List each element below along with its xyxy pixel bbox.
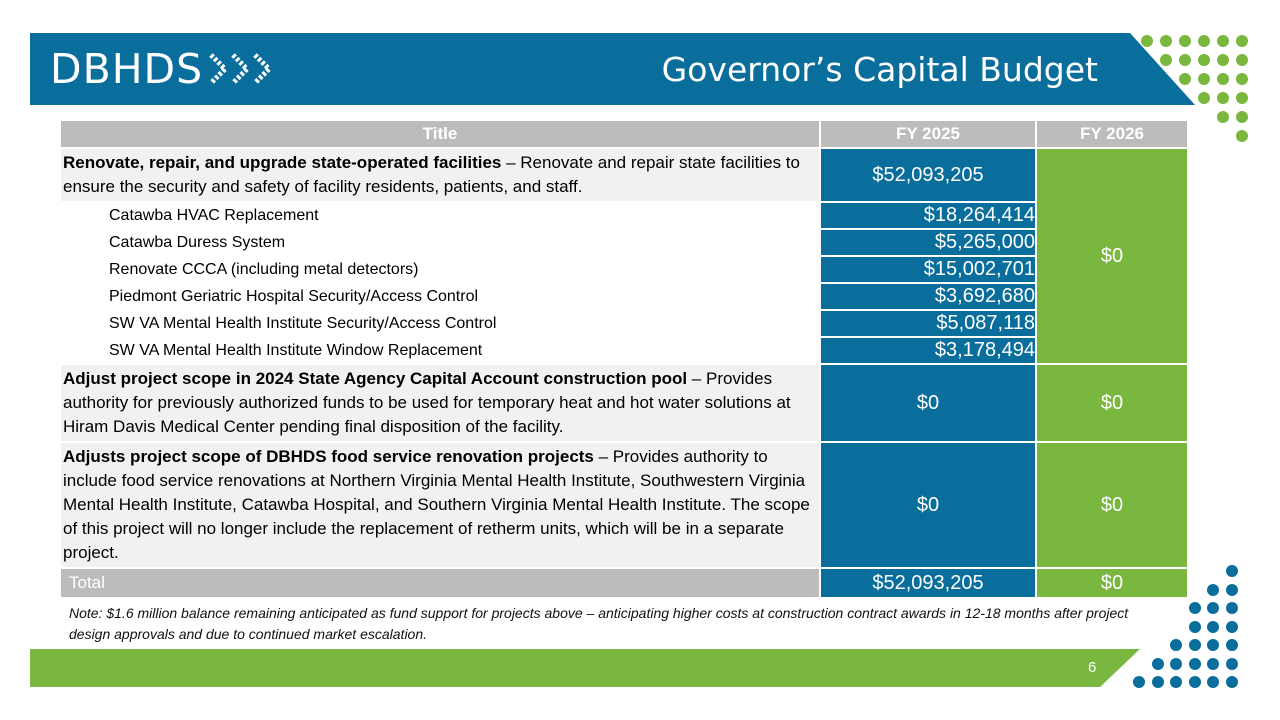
dot — [1207, 639, 1219, 651]
item-fy2025: $15,002,701 — [820, 256, 1036, 283]
dot — [1217, 111, 1229, 123]
section1-fy2025: $52,093,205 — [820, 148, 1036, 202]
dot — [1189, 602, 1201, 614]
dot — [1152, 676, 1164, 688]
section2-title: Adjust project scope in 2024 State Agency Capital Account construction pool — [63, 369, 688, 388]
dot — [1170, 658, 1182, 670]
dot — [1226, 639, 1238, 651]
total-label: Total — [60, 568, 820, 598]
dot — [1226, 565, 1238, 577]
item-label: Catawba HVAC Replacement — [60, 202, 820, 229]
table-row-item — [60, 256, 1188, 283]
table-header-row — [60, 120, 1188, 148]
dot — [1179, 35, 1191, 47]
table-row-item — [60, 202, 1188, 229]
item-fy2025: $5,087,118 — [820, 310, 1036, 337]
dot — [1217, 73, 1229, 85]
section1-description — [60, 148, 820, 202]
dot — [1207, 584, 1219, 596]
dot — [1217, 92, 1229, 104]
dot — [1226, 621, 1238, 633]
header-fy2025: FY 2025 — [820, 120, 1036, 148]
dot — [1198, 35, 1210, 47]
dot — [1160, 35, 1172, 47]
item-label: Renovate CCCA (including metal detectors) — [60, 256, 820, 283]
dot — [1217, 35, 1229, 47]
section3-fy2025: $0 — [820, 442, 1036, 568]
section3-fy2026: $0 — [1036, 442, 1188, 568]
header-fy2026: FY 2026 — [1036, 120, 1188, 148]
dot — [1179, 54, 1191, 66]
dot — [1226, 658, 1238, 670]
dot — [1236, 73, 1248, 85]
page-number: 6 — [1088, 659, 1097, 676]
table-row-total — [60, 568, 1188, 598]
section2-detail: – Provides authority for previously authorized funds to be used for temporary heat and hot water solutions at Hiram Davis Medical Center pending final disposition of the facility. — [63, 369, 791, 436]
logo-text: DBHDS — [50, 45, 204, 93]
item-label: SW VA Mental Health Institute Window Replacement — [60, 337, 820, 364]
footer-band — [30, 649, 1140, 687]
section1-title: Renovate, repair, and upgrade state-operated facilities — [63, 153, 502, 172]
section3-description — [60, 442, 820, 568]
dot — [1236, 54, 1248, 66]
dot — [1226, 602, 1238, 614]
dot — [1198, 73, 1210, 85]
dot — [1207, 676, 1219, 688]
dot — [1170, 639, 1182, 651]
dot — [1198, 54, 1210, 66]
dot — [1170, 676, 1182, 688]
dot — [1217, 54, 1229, 66]
section3-title: Adjusts project scope of DBHDS food service renovation projects — [63, 447, 594, 466]
dot — [1189, 676, 1201, 688]
table-row-item — [60, 337, 1188, 364]
dot — [1236, 35, 1248, 47]
item-label: Piedmont Geriatric Hospital Security/Access Control — [60, 283, 820, 310]
dot — [1141, 35, 1153, 47]
dot — [1207, 658, 1219, 670]
item-fy2025: $3,178,494 — [820, 337, 1036, 364]
dot — [1236, 130, 1248, 142]
page-title: Governor’s Capital Budget — [661, 50, 1098, 89]
section3-detail: – Provides authority to include food service renovations at Northern Virginia Mental Health Institute, Southwestern Virginia Mental Health Institute, Catawba Hospital, and Southern Virginia Mental Health Institute. The scope of this project will no longer include the replacement of retherm units, which will be in a separate project. — [63, 447, 810, 562]
section2-description — [60, 364, 820, 442]
dot — [1207, 621, 1219, 633]
total-fy2025: $52,093,205 — [820, 568, 1036, 598]
dot — [1189, 621, 1201, 633]
item-label: SW VA Mental Health Institute Security/Access Control — [60, 310, 820, 337]
dot — [1226, 584, 1238, 596]
header-title: Title — [60, 120, 820, 148]
dot — [1179, 73, 1191, 85]
table-row-section2 — [60, 364, 1188, 442]
dot — [1189, 639, 1201, 651]
table-row-item — [60, 310, 1188, 337]
item-fy2025: $3,692,680 — [820, 283, 1036, 310]
item-fy2025: $5,265,000 — [820, 229, 1036, 256]
item-fy2025: $18,264,414 — [820, 202, 1036, 229]
dbhds-logo — [50, 46, 287, 92]
dot — [1207, 602, 1219, 614]
table-row-item — [60, 283, 1188, 310]
section1-fy2026: $0 — [1036, 148, 1188, 364]
dot — [1189, 658, 1201, 670]
dot — [1152, 658, 1164, 670]
table-row-section1 — [60, 148, 1188, 202]
total-fy2026: $0 — [1036, 568, 1188, 598]
dot — [1236, 111, 1248, 123]
dot — [1160, 54, 1172, 66]
section2-fy2025: $0 — [820, 364, 1036, 442]
item-label: Catawba Duress System — [60, 229, 820, 256]
dot — [1236, 92, 1248, 104]
dot — [1133, 676, 1145, 688]
dot — [1198, 92, 1210, 104]
section2-fy2026: $0 — [1036, 364, 1188, 442]
table-row-item — [60, 229, 1188, 256]
budget-table — [59, 119, 1189, 599]
section1-detail: – Renovate and repair state facilities to ensure the security and safety of facility residents, patients, and staff. — [63, 153, 800, 196]
dot — [1226, 676, 1238, 688]
table-row-section3 — [60, 442, 1188, 568]
footnote: Note: $1.6 million balance remaining anticipated as fund support for projects above – anticipating higher costs at construction contract awards in 12-18 months after project design approvals and due to continued market escalation. — [69, 605, 1129, 642]
chevrons-icon — [207, 51, 287, 87]
